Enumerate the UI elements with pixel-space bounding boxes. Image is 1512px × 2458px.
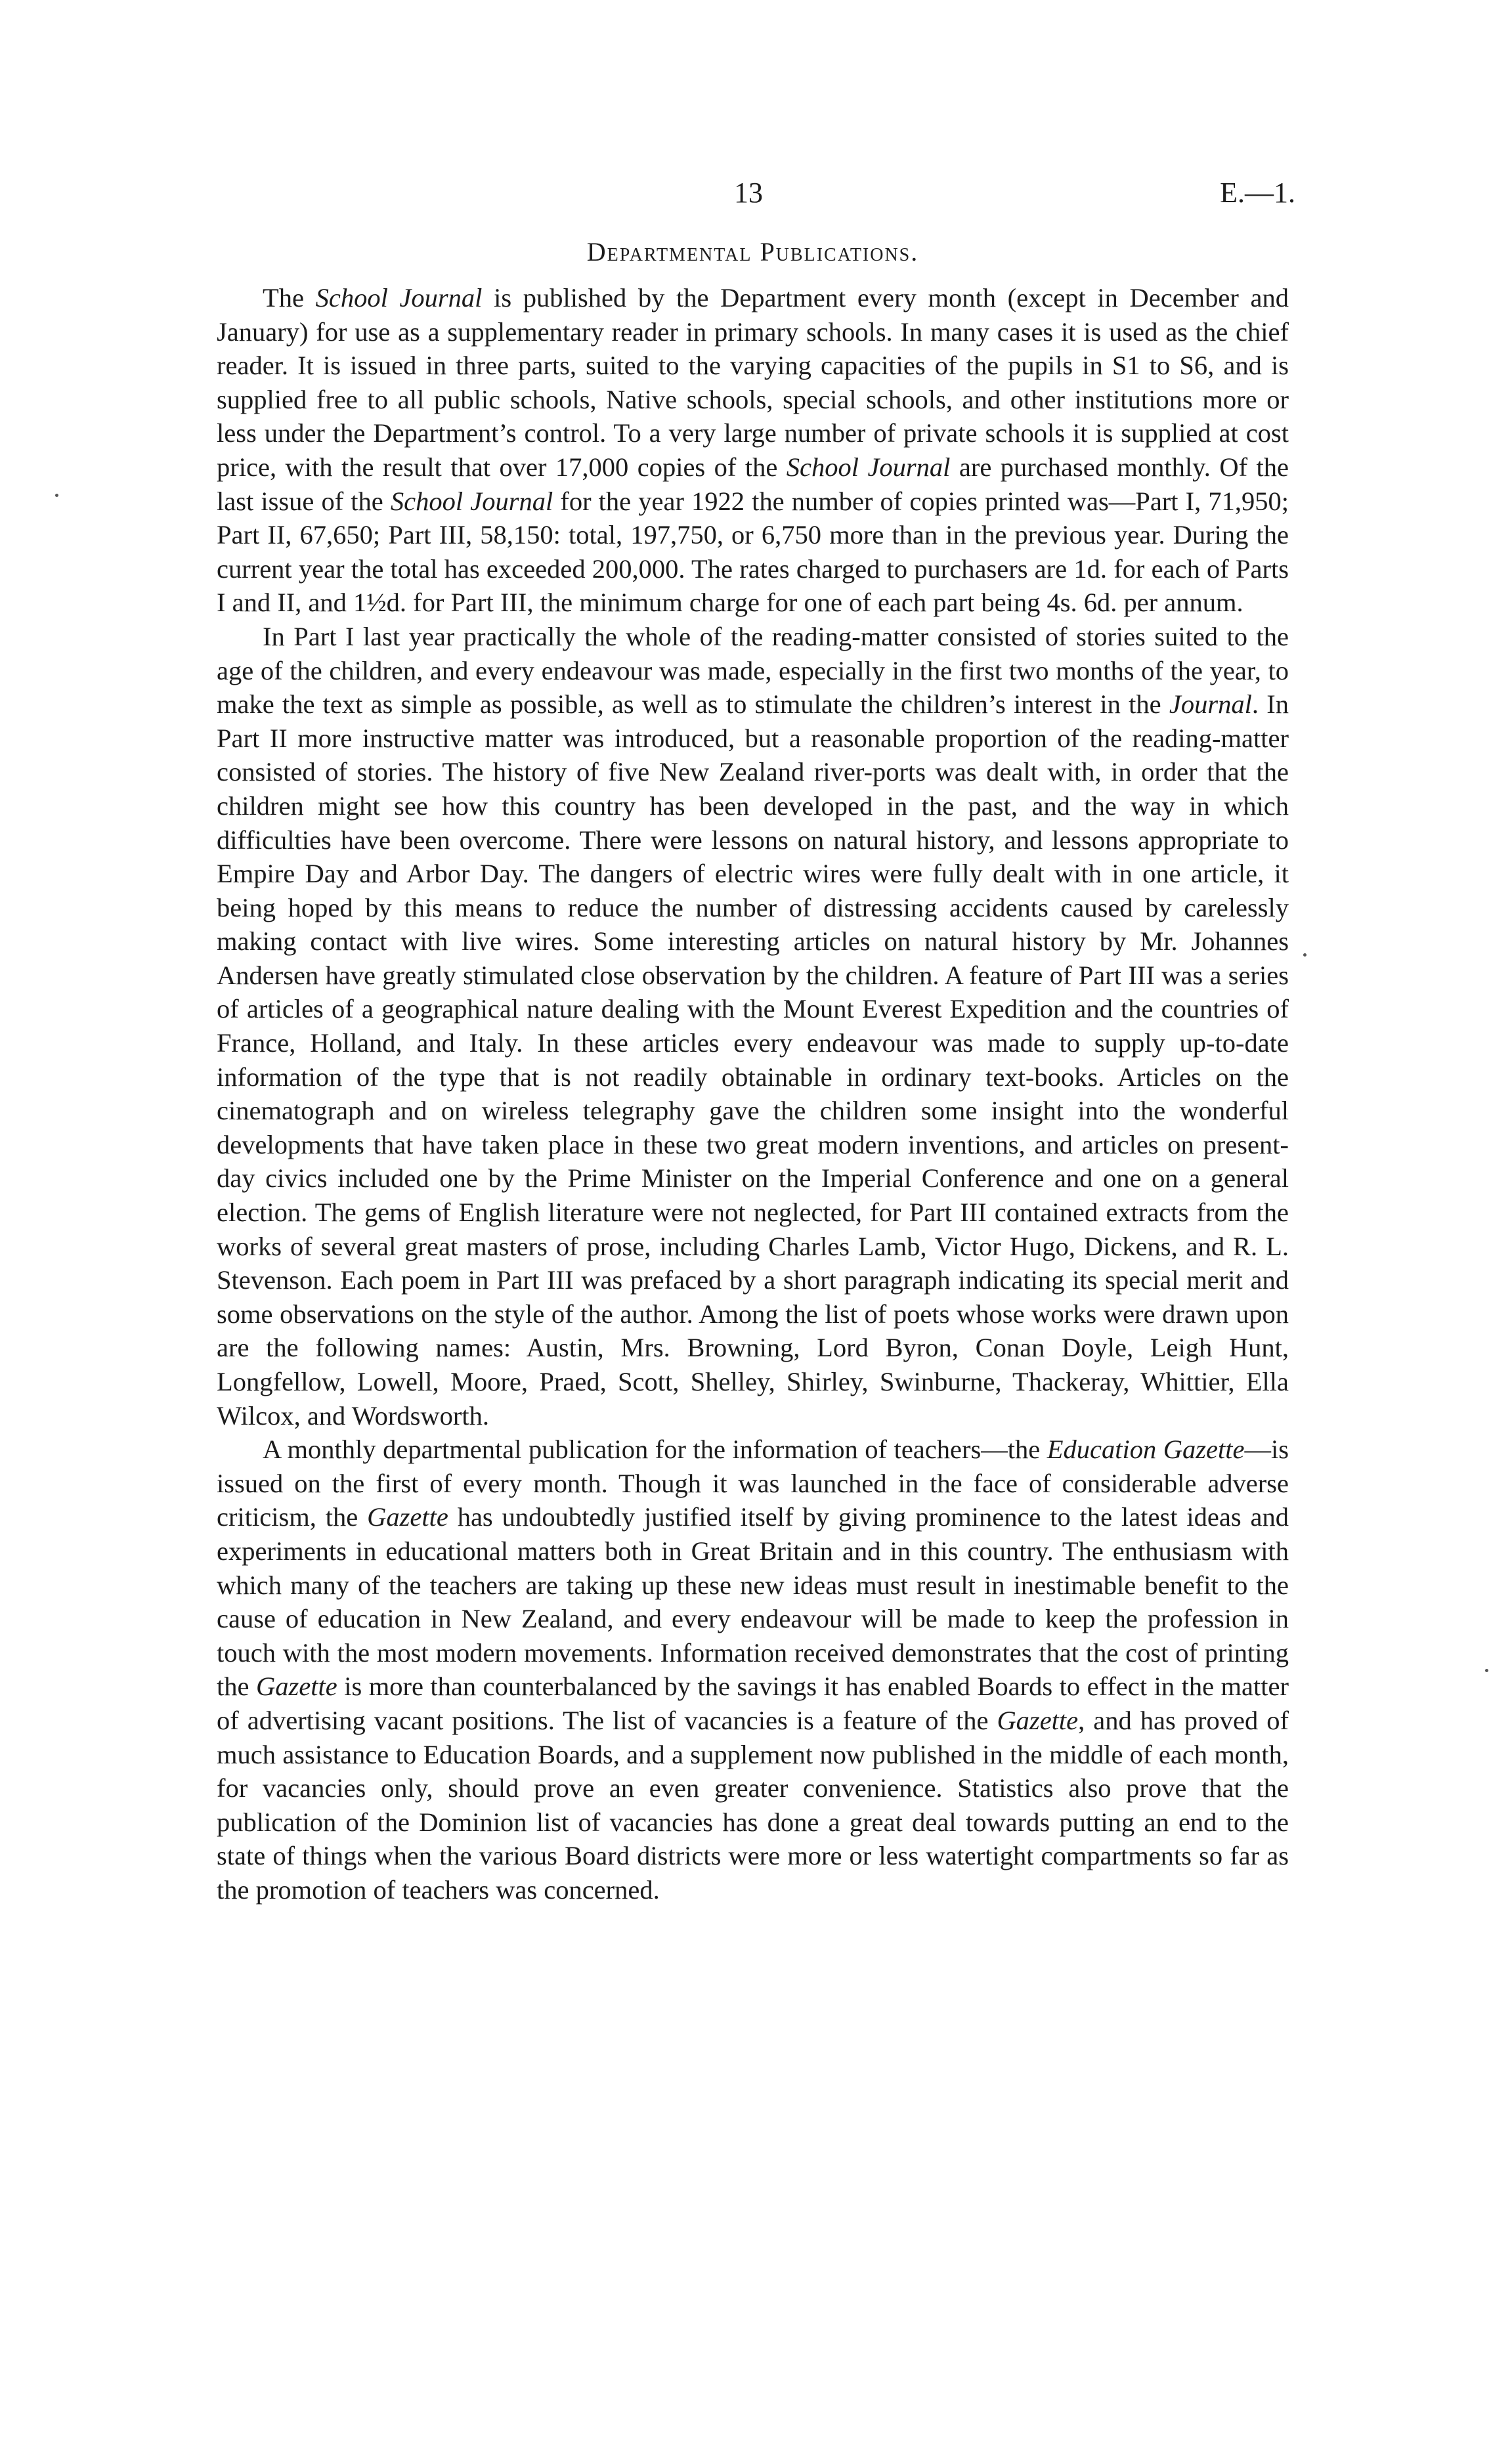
italic-title: Journal (1169, 689, 1252, 720)
text-run: —is issued on the first of every month. Though it was launched in the face of considerable adverse criticism, the (217, 1434, 1289, 1532)
text-run: . In Part II more instructive matter was introduced, but a reasonable proportion of the reading-matter consisted of stories. The history of five New Zealand river-ports was dealt with, in order that the children might see how this country has been developed in the past, and the way in which difficulties have been overcome. There were lessons on natural history, and lessons appropriate to Empire Day and Arbor Day. The dangers of electric wires were fully dealt with in one article, it being hoped by this means to reduce the number of distressing accidents caused by carelessly making contact with live wires. Some interesting articles on natural history by Mr. Johannes Andersen have greatly stimulated close observation by the children. A feature of Part III was a series of articles of a geographical nature dealing with the Mount Everest Expedition and the countries of France, Holland, and Italy. In these articles every endeavour was made to supply up-to-date information of the type that is not readily obtainable in ordinary text-books. Articles on the cinematograph and on wireless telegraphy gave the children some insight into the wonderful developments that have taken place in these two great modern inventions, and articles on present-day civics included one by the Prime Minister on the Imperial Conference and one on a general election. The gems of English literature were not neglected, for Part III contained extracts from the works of several great masters of prose, including Charles Lamb, Victor Hugo, Dickens, and R. L. Stevenson. Each poem in Part III was prefaced by a short paragraph indicating its special merit and some observations on the style of the author. Among the list of poets whose works were drawn upon are the following names: Austin, Mrs. Browning, Lord Byron, Conan Doyle, Leigh Hunt, Longfellow, Lowell, Moore, Praed, Scott, Shelley, Shirley, Swinburne, Thackeray, Whittier, Ella Wilcox, and Wordsworth. (217, 689, 1289, 1431)
text-run: are purchased monthly. Of the last issue of the (217, 452, 1289, 516)
text-run: is published by the Department every month (except in December and January) for use as a supplementary reader in primary schools. In many cases it is used as the chief reader. It is issued in three parts, suited to the varying capacities of the pupils in S1 to S6, and is supplied free to all public schools, Native schools, special schools, and other institutions more or less under the Department’s control. To a very large number of private schools it is supplied at cost price, with the result that over 17,000 copies of the (217, 283, 1289, 482)
paragraph-school-journal (217, 281, 1289, 620)
italic-title: School Journal (786, 452, 951, 482)
document-reference: E.—1. (1220, 177, 1295, 209)
italic-title: School Journal (315, 283, 483, 313)
text-run: The (263, 283, 316, 313)
body-text (217, 281, 1289, 1907)
text-run: , and has proved of much assistance to Education Boards, and a supplement now published in the middle of each month, for vacancies only, should prove an even greater convenience. Statistics also prove that the publication of the Dominion list of vacancies has done a great deal towards putting an end to the state of things when the various Board districts were more or less watertight compartments so far as the promotion of teachers was concerned. (217, 1705, 1289, 1905)
paragraph-journal-contents (217, 620, 1289, 1433)
text-run: A monthly departmental publication for the information of teachers—the (263, 1434, 1047, 1465)
italic-title: Gazette (367, 1502, 448, 1532)
italic-title: Gazette (255, 1671, 337, 1702)
italic-title: Gazette (997, 1705, 1079, 1735)
scan-speck (1485, 1669, 1488, 1672)
section-heading: Departmental Publications. (586, 237, 919, 267)
text-run: for the year 1922 the number of copies printed was—Part I, 71,950; Part II, 67,650; Part III, 58,150: total, 197,750, or 6,750 more than in the previous year. During the current year the total has exceeded 200,000. The rates charged to purchasers are 1d. for each of Parts I and II, and 1½d. for Part III, the minimum charge for one of each part being 4s. 6d. per annum. (217, 486, 1289, 618)
page-number: 13 (734, 177, 763, 209)
text-run: is more than counterbalanced by the savings it has enabled Boards to effect in the matter of advertising vacant positions. The list of vacancies is a feature of the (217, 1671, 1289, 1735)
text-run: In Part I last year practically the whole of the reading-matter consisted of stories suited to the age of the children, and every endeavour was made, especially in the first two months of the year, to make the text as simple as possible, as well as to stimulate the children’s interest in the (217, 621, 1289, 720)
paragraph-education-gazette (217, 1433, 1289, 1907)
text-run: has undoubtedly justified itself by giving prominence to the latest ideas and experiments in educational matters both in Great Britain and in this country. The enthusiasm with which many of the teachers are taking up these new ideas must result in inestimable benefit to the cause of education in New Zealand, and every endeavour will be made to keep the profession in touch with the most modern movements. Information received demonstrates that the cost of printing the (217, 1502, 1289, 1702)
scan-speck (1303, 953, 1307, 957)
italic-title: School Journal (390, 486, 553, 516)
italic-title: Education Gazette (1047, 1434, 1245, 1465)
scan-speck (55, 494, 58, 497)
